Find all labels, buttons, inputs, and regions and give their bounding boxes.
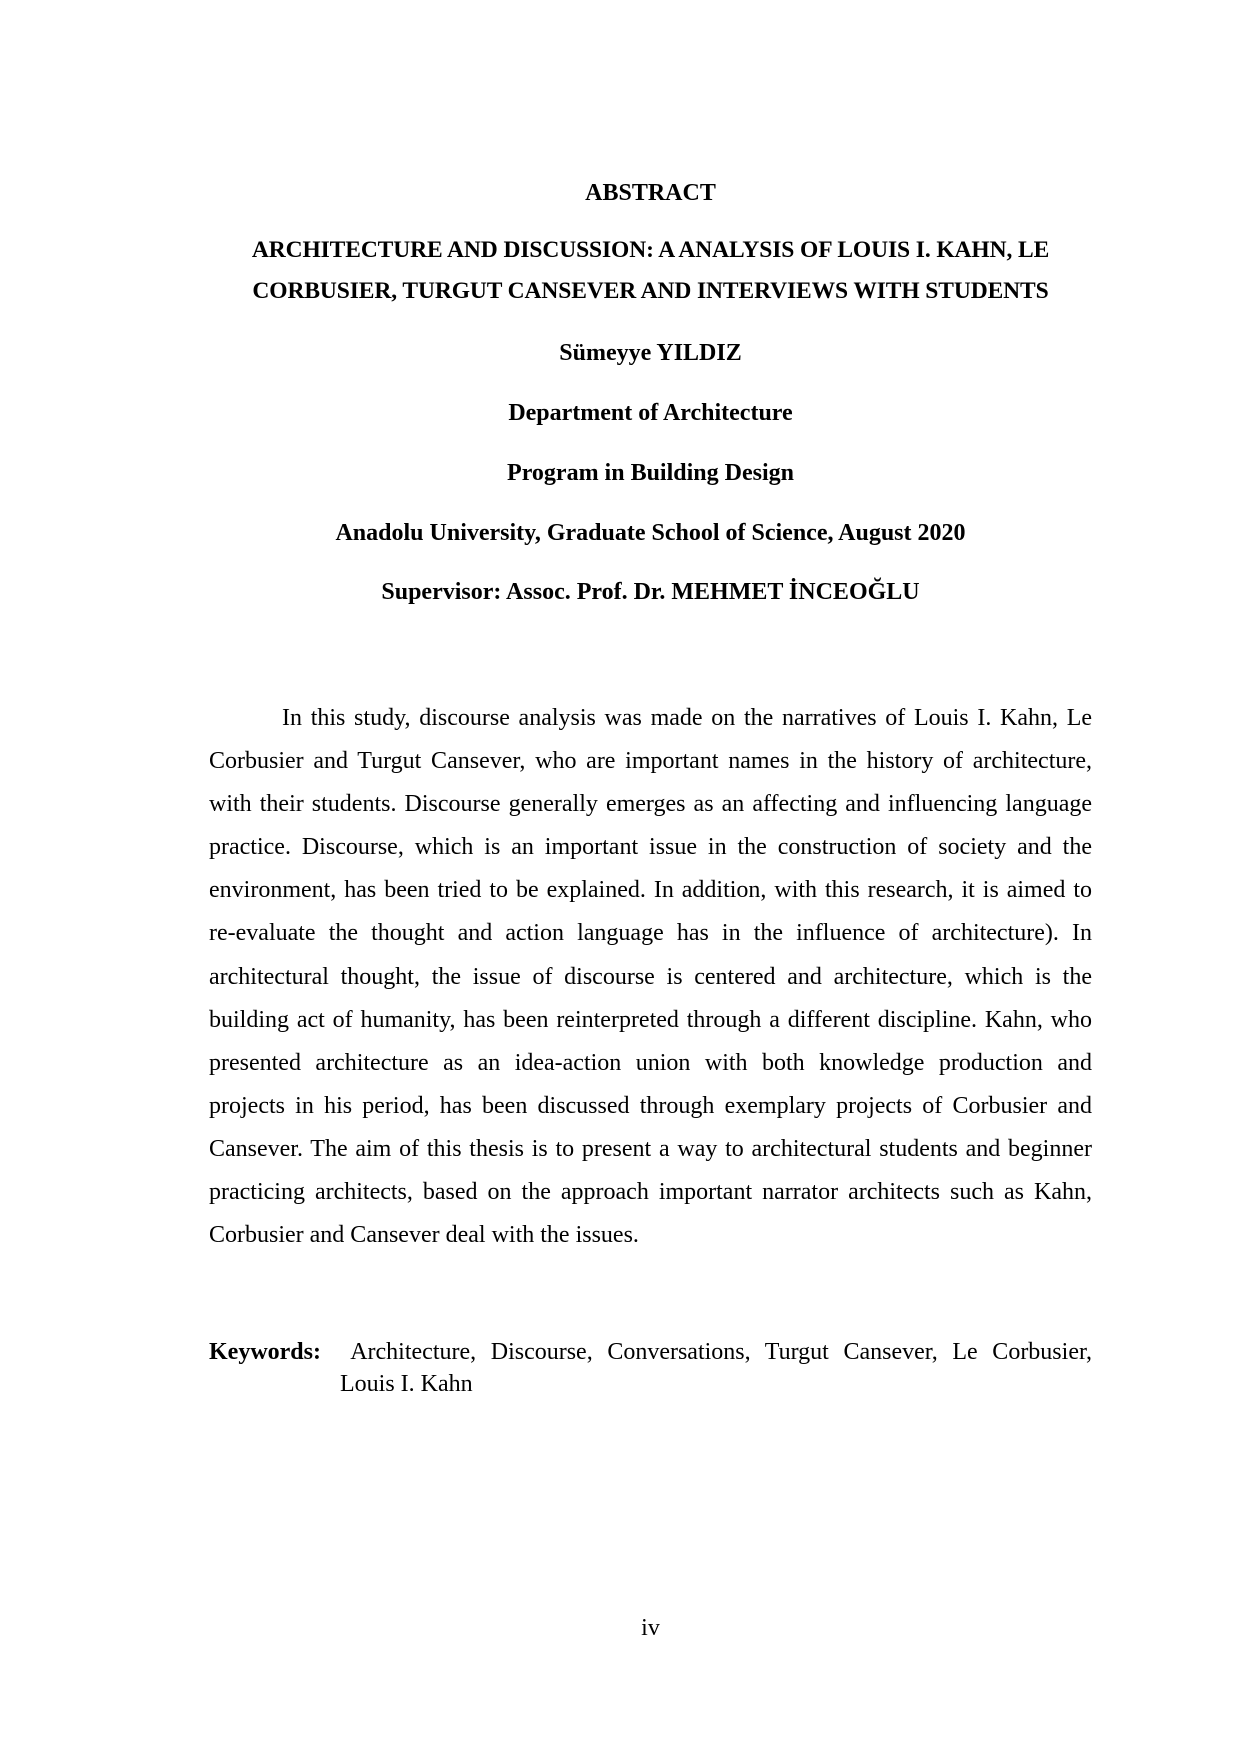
abstract-line: Corbusier and Cansever deal with the issues.: [209, 1222, 639, 1249]
abstract-line: presented architecture as an idea-action union with both knowledge production and: [209, 1049, 1092, 1076]
abstract-line: building act of humanity, has been reinterpreted through a different discipline. Kahn, who: [209, 1006, 1092, 1033]
abstract-line: environment, has been tried to be explained. In addition, with this research, it is aimed to: [209, 877, 1092, 904]
supervisor: Supervisor: Assoc. Prof. Dr. MEHMET İNCEOĞLU: [381, 579, 920, 605]
abstract-line: In this study, discourse analysis was made on the narratives of Louis I. Kahn, Le: [282, 705, 1092, 731]
thesis-title-line-1: ARCHITECTURE AND DISCUSSION: A ANALYSIS OF LOUIS I. KAHN, LE: [251, 237, 1050, 263]
abstract-line: practicing architects, based on the approach important narrator architects such as Kahn,: [209, 1179, 1092, 1206]
keywords-list: Architecture, Discourse, Conversations, Turgut Cansever, Le Corbusier,: [350, 1339, 1092, 1365]
abstract-line: with their students. Discourse generally emerges as an affecting and influencing language: [209, 791, 1092, 818]
abstract-line: architectural thought, the issue of discourse is centered and architecture, which is the: [209, 963, 1092, 990]
abstract-line: re-evaluate the thought and action language has in the influence of architecture). In: [209, 920, 1092, 947]
program: Program in Building Design: [507, 460, 794, 486]
keywords-line-1: [209, 1336, 1092, 1368]
keywords-label: Keywords:: [209, 1339, 321, 1365]
abstract-line: projects in his period, has been discussed through exemplary projects of Corbusier and: [209, 1092, 1092, 1119]
abstract-body: [209, 697, 1092, 1257]
abstract-line: Corbusier and Turgut Cansever, who are important names in the history of architecture,: [209, 748, 1092, 775]
institution: Anadolu University, Graduate School of Science, August 2020: [335, 520, 966, 546]
author-name: Sümeyye YILDIZ: [559, 340, 742, 366]
thesis-title-line-2: CORBUSIER, TURGUT CANSEVER AND INTERVIEWS WITH STUDENTS: [252, 278, 1049, 304]
abstract-line: Cansever. The aim of this thesis is to present a way to architectural students and beginner: [209, 1135, 1092, 1162]
abstract-heading: ABSTRACT: [585, 180, 716, 206]
keywords-line-2: Louis I. Kahn: [340, 1371, 473, 1397]
page-number: iv: [641, 1615, 660, 1641]
department: Department of Architecture: [508, 400, 793, 426]
keywords-section: [209, 1336, 1092, 1400]
abstract-line: practice. Discourse, which is an important issue in the construction of society and the: [209, 834, 1092, 861]
